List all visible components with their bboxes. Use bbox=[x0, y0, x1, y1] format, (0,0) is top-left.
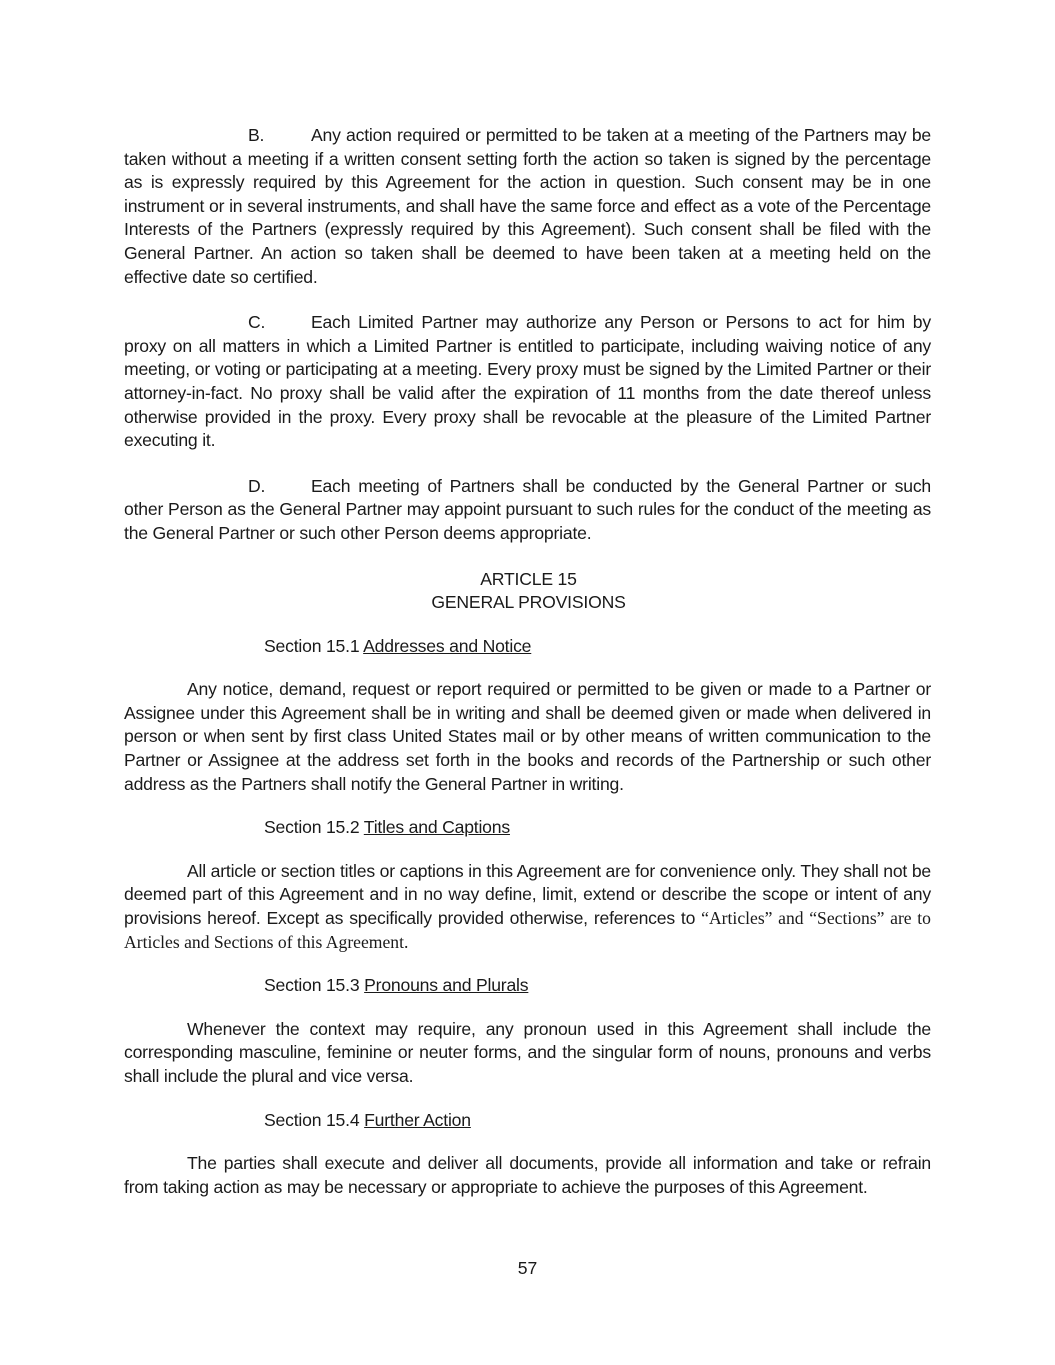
section-label: Section 15.1 bbox=[264, 635, 360, 656]
article-number: ARTICLE 15 bbox=[480, 568, 577, 589]
section-body-tail: “Articles” and “Sections” are to Articles and Sections of this Agreement. bbox=[124, 908, 931, 952]
paragraph-text: Each Limited Partner may authorize any Person or Persons to act for him by proxy on all matters in which a Limited Partner is entitled to participate, including waiving notice of any meeting, or voting or participating at a meeting. Every proxy must be signed by the Limited Partner or their attorney-in-fact. No proxy shall be valid after the expiration of 11 months from the date thereof unless otherwise provided in the proxy. Every proxy shall be revocable at the pleasure of the Limited Partner executing it. bbox=[124, 312, 931, 451]
paragraph-d bbox=[124, 475, 931, 546]
section-heading-15-3 bbox=[124, 974, 931, 998]
section-title: Titles and Captions bbox=[363, 817, 510, 838]
section-title: Addresses and Notice bbox=[363, 635, 532, 656]
section-label: Section 15.3 bbox=[264, 975, 360, 996]
paragraph-letter: D. bbox=[248, 475, 266, 496]
section-body-text: All article or section titles or captions in this Agreement are for convenience only. They shall not be deemed part of this Agreement and in no way define, limit, extend or describe the scope or intent of any provisions hereof. Except as specifically provided otherwise, references to bbox=[124, 860, 931, 929]
section-label: Section 15.2 bbox=[264, 817, 360, 838]
paragraph-text: Each meeting of Partners shall be conducted by the General Partner or such other Person as the General Partner may appoint pursuant to such rules for the conduct of the meeting as the General Partner or such other Person deems appropriate. bbox=[124, 475, 931, 543]
section-heading-15-4 bbox=[124, 1109, 931, 1133]
paragraph-letter: C. bbox=[248, 312, 266, 333]
section-title: Further Action bbox=[364, 1109, 471, 1130]
section-body-15-1: Any notice, demand, request or report required or permitted to be given or made to a Partner or Assignee under this Agreement shall be in writing and shall be deemed given or made when delivered in person or when sent by first class United States mail or by other means of written communication to the Partner or Assignee at the address set forth in the books and records of the Partnership or such other address as the Partners shall notify the General Partner in writing. bbox=[124, 679, 931, 794]
article-title: GENERAL PROVISIONS bbox=[431, 592, 626, 613]
paragraph-letter: B. bbox=[248, 125, 265, 145]
section-label: Section 15.4 bbox=[264, 1109, 360, 1130]
paragraph-c bbox=[124, 311, 931, 453]
section-body-15-3: Whenever the context may require, any pronoun used in this Agreement shall include the corresponding masculine, feminine or neuter forms, and the singular form of nouns, pronouns and verbs shall include the plural and vice versa. bbox=[124, 1018, 931, 1086]
paragraph-text: Any action required or permitted to be taken at a meeting of the Partners may be taken without a meeting if a written consent setting forth the action so taken is signed by the percentage as is expressly required by this Agreement for the action in question. Such consent may be in one instrument or in several instruments, and shall have the same force and effect as a vote of the Percentage Interests of the Partners (expressly required by this Agreement). Such consent shall be filed with the General Partner. An action so taken shall be deemed to have been taken at a meeting held on the effective date so certified. bbox=[124, 125, 931, 287]
paragraph-b bbox=[124, 124, 931, 289]
section-heading-15-1 bbox=[124, 635, 931, 659]
section-body-15-2 bbox=[124, 860, 931, 954]
page-number: 57 bbox=[517, 1258, 538, 1278]
document-page bbox=[124, 124, 931, 1199]
section-heading-15-2 bbox=[124, 816, 931, 840]
section-body-15-4: The parties shall execute and deliver all documents, provide all information and take or refrain from taking action as may be necessary or appropriate to achieve the purposes of this Agreement. bbox=[124, 1153, 931, 1197]
section-title: Pronouns and Plurals bbox=[364, 975, 529, 996]
